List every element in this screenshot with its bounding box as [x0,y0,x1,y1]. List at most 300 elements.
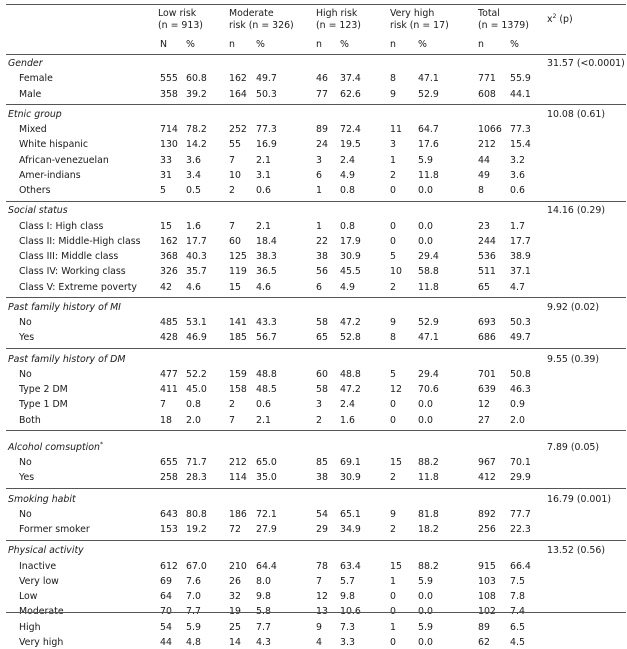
cell-value: 5 [160,185,166,196]
group-header: Total [478,8,500,19]
row-label: Type 1 DM [19,399,68,411]
cell-value: 7 [229,154,235,166]
cell-value: 17.7 [510,235,531,247]
row-label: Class III: Middle class [19,251,119,262]
group-n-header: (n = 913) [158,20,203,31]
cell-value: 10.6 [340,606,361,618]
cell-value: 15 [229,281,241,293]
section-divider [6,201,626,202]
cell-value: 77.3 [256,124,277,135]
cell-value: 3.1 [256,169,271,181]
section-divider [6,488,626,489]
cell-value: 5.9 [418,575,433,587]
section-divider [6,540,626,541]
cell-value: 52.2 [186,368,207,380]
cell-value: 428 [160,332,178,344]
cell-value: 5.9 [186,621,201,633]
cell-value: 77.7 [510,508,531,520]
cell-value: 4.6 [186,281,201,293]
row-label: Inactive [19,560,57,572]
row-label: White hispanic [19,139,89,151]
cell-value: 2.1 [256,414,271,426]
cell-value: 511 [478,266,496,278]
cell-value: 72.4 [340,124,361,135]
cell-value: 37.1 [510,266,531,278]
cell-value: 47.1 [418,332,439,344]
cell-value: 67.0 [186,560,207,572]
cell-value: 54 [160,621,172,633]
cell-value: 12 [390,384,402,395]
row-label: Both [19,414,41,426]
cell-value: 3.2 [510,154,525,166]
cell-value: 40.3 [186,251,207,262]
cell-value: 2 [229,185,235,196]
row-label: No [19,317,32,328]
cell-value: 0.0 [418,185,433,196]
cell-value: 3 [390,139,396,151]
cell-value: 35.0 [256,472,277,484]
cell-value: 54 [316,508,328,520]
sub-header: % [510,39,519,50]
cell-value: 7.6 [186,575,201,587]
cell-value: 37.4 [340,73,361,85]
cell-value: 17.7 [186,235,207,247]
cell-value: 77 [316,88,328,100]
cell-value: 58 [316,317,328,328]
cell-value: 48.5 [256,384,277,395]
cell-value: 29.4 [418,368,439,380]
cell-value: 212 [229,457,247,468]
cell-value: 80.8 [186,508,207,520]
sub-header: % [256,39,265,50]
cell-value: 17.6 [418,139,439,151]
cell-value: 52.8 [340,332,361,344]
cell-value: 23 [478,220,490,232]
sub-header: % [340,39,349,50]
cell-value: 0 [390,399,396,411]
cell-value: 19.2 [186,524,207,535]
cell-value: 4.8 [186,636,201,648]
cell-value: 3.4 [186,169,201,181]
row-label: Low [19,591,38,602]
cell-value: 3.6 [186,154,201,166]
cell-value: 69 [160,575,172,587]
cell-value: 2.4 [340,399,355,411]
cell-value: 7.8 [510,591,525,602]
cell-value: 70 [160,606,172,618]
cell-value: 7 [229,220,235,232]
cell-value: 1 [316,185,322,196]
cell-value: 34.9 [340,524,361,535]
cell-value: 52.9 [418,88,439,100]
row-label: Moderate [19,606,64,618]
cell-value: 2.1 [256,220,271,232]
cell-value: 368 [160,251,178,262]
cell-value: 15 [390,560,402,572]
cell-value: 477 [160,368,178,380]
cell-value: 44 [478,154,490,166]
cell-value: 411 [160,384,178,395]
cell-value: 4.7 [510,281,525,293]
cell-value: 2 [390,169,396,181]
cell-value: 6.5 [510,621,525,633]
cell-value: 9 [390,88,396,100]
cell-value: 27 [478,414,490,426]
cell-value: 55.9 [510,73,531,85]
cell-value: 0.0 [418,220,433,232]
cell-value: 252 [229,124,247,135]
chi-square-value: 13.52 (0.56) [547,545,606,557]
cell-value: 26 [229,575,241,587]
cell-value: 31 [160,169,172,181]
cell-value: 29 [316,524,328,535]
section-title: Past family history of MI [8,301,121,313]
cell-value: 45.5 [340,266,361,278]
cell-value: 22.3 [510,524,531,535]
row-label: Class II: Middle-High class [19,235,141,247]
cell-value: 130 [160,139,178,151]
cell-value: 114 [229,472,247,484]
group-n-header: (n = 123) [316,20,361,31]
group-header: High risk [316,8,358,19]
cell-value: 88.2 [418,457,439,468]
cell-value: 12 [478,399,490,411]
cell-value: 1 [390,621,396,633]
section-divider [6,104,626,105]
cell-value: 0.9 [510,399,525,411]
cell-value: 0.5 [186,185,201,196]
chi-square-value: 7.89 (0.05) [547,441,600,453]
cell-value: 60.8 [186,73,207,85]
cell-value: 0.0 [418,606,433,618]
cell-value: 65 [478,281,490,293]
cell-value: 0 [390,220,396,232]
row-label: Former smoker [19,524,90,535]
cell-value: 11.8 [418,281,439,293]
cell-value: 38.3 [256,251,277,262]
cell-value: 8 [390,332,396,344]
chi-square-value: 10.08 (0.61) [547,108,606,120]
cell-value: 0.0 [418,399,433,411]
cell-value: 0 [390,185,396,196]
cell-value: 7.5 [510,575,525,587]
cell-value: 892 [478,508,496,520]
cell-value: 47.1 [418,73,439,85]
section-divider [6,348,626,349]
cell-value: 7.0 [186,591,201,602]
cell-value: 3 [316,399,322,411]
cell-value: 78.2 [186,124,207,135]
cell-value: 29.9 [510,472,531,484]
section-title: Smoking habit [8,493,76,505]
cell-value: 47.2 [340,384,361,395]
cell-value: 0.8 [186,399,201,411]
cell-value: 56 [316,266,328,278]
sub-header: % [186,39,195,50]
cell-value: 65 [316,332,328,344]
cell-value: 66.4 [510,560,531,572]
row-label: High [19,621,41,633]
cell-value: 64.7 [418,124,439,135]
cell-value: 18 [160,414,172,426]
cell-value: 12 [316,591,328,602]
cell-value: 11.8 [418,472,439,484]
cell-value: 8 [478,185,484,196]
cell-value: 42 [160,281,172,293]
cell-value: 9 [390,317,396,328]
cell-value: 555 [160,73,178,85]
cell-value: 4.9 [340,169,355,181]
cell-value: 158 [229,384,247,395]
cell-value: 22 [316,235,328,247]
section-title: Gender [8,58,43,69]
sub-header: n [390,39,396,50]
cell-value: 49 [478,169,490,181]
cell-value: 72.1 [256,508,277,520]
cell-value: 8.0 [256,575,271,587]
cell-value: 46 [316,73,328,85]
cell-value: 915 [478,560,496,572]
cell-value: 967 [478,457,496,468]
cell-value: 10 [390,266,402,278]
cell-value: 153 [160,524,178,535]
cell-value: 4.9 [340,281,355,293]
cell-value: 1 [390,154,396,166]
cell-value: 0 [390,606,396,618]
cell-value: 1.6 [340,414,355,426]
section-title: Alcohol comsuption* [8,440,103,453]
cell-value: 485 [160,317,178,328]
cell-value: 70.1 [510,457,531,468]
cell-value: 69.1 [340,457,361,468]
cell-value: 536 [478,251,496,262]
row-label: Class IV: Working class [19,266,126,278]
cell-value: 65.0 [256,457,277,468]
cell-value: 44 [160,636,172,648]
cell-value: 49.7 [256,73,277,85]
cell-value: 50.3 [510,317,531,328]
cell-value: 771 [478,73,496,85]
cell-value: 3.3 [340,636,355,648]
cell-value: 13 [316,606,328,618]
cell-value: 714 [160,124,178,135]
cell-value: 612 [160,560,178,572]
cell-value: 3.6 [510,169,525,181]
section-title: Past family history of DM [8,353,126,365]
row-label: Very low [19,575,59,587]
cell-value: 6 [316,169,322,181]
chi-square-value: 16.79 (0.001) [547,493,611,505]
cell-value: 103 [478,575,496,587]
cell-value: 7 [316,575,322,587]
section-divider [6,430,626,431]
cell-value: 1 [390,575,396,587]
cell-value: 18.2 [418,524,439,535]
cell-value: 50.3 [256,88,277,100]
row-label: African-venezuelan [19,154,109,166]
cell-value: 1.7 [510,220,525,232]
cell-value: 7 [229,414,235,426]
cell-value: 0 [390,414,396,426]
cell-value: 3 [316,154,322,166]
cell-value: 62 [478,636,490,648]
cell-value: 52.9 [418,317,439,328]
cell-value: 8 [390,73,396,85]
cell-value: 48.8 [340,368,361,380]
cell-value: 9 [316,621,322,633]
cell-value: 45.0 [186,384,207,395]
cell-value: 6 [316,281,322,293]
cell-value: 2.4 [340,154,355,166]
row-label: Female [19,73,53,85]
row-label: Amer-indians [19,169,81,181]
cell-value: 2 [390,524,396,535]
cell-value: 49.7 [510,332,531,344]
cell-value: 7.7 [186,606,201,618]
cell-value: 212 [478,139,496,151]
cell-value: 4 [316,636,322,648]
cell-value: 58 [316,384,328,395]
cell-value: 686 [478,332,496,344]
cell-value: 9.8 [256,591,271,602]
cell-value: 0.6 [510,185,525,196]
cell-value: 24 [316,139,328,151]
cell-value: 2 [229,399,235,411]
sub-header: n [478,39,484,50]
cell-value: 7.3 [340,621,355,633]
cell-value: 162 [229,73,247,85]
cell-value: 29.4 [418,251,439,262]
cell-value: 19.5 [340,139,361,151]
cell-value: 58.8 [418,266,439,278]
cell-value: 77.3 [510,124,531,135]
sub-header: n [316,39,322,50]
cell-value: 5 [390,368,396,380]
cell-value: 0 [390,636,396,648]
sub-header: % [418,39,427,50]
cell-value: 159 [229,368,247,380]
bottom-rule [6,612,626,613]
cell-value: 63.4 [340,560,361,572]
row-label: No [19,368,32,380]
cell-value: 0.6 [256,399,271,411]
cell-value: 35.7 [186,266,207,278]
cell-value: 53.1 [186,317,207,328]
cell-value: 0 [390,591,396,602]
cell-value: 33 [160,154,172,166]
cell-value: 78 [316,560,328,572]
cell-value: 64 [160,591,172,602]
cell-value: 2 [390,281,396,293]
section-divider [6,297,626,298]
cell-value: 258 [160,472,178,484]
chi-square-value: 31.57 (<0.0001) [547,58,625,69]
cell-value: 162 [160,235,178,247]
cell-value: 17.9 [340,235,361,247]
cell-value: 5.7 [340,575,355,587]
cell-value: 7.7 [256,621,271,633]
group-n-header: (n = 1379) [478,20,529,31]
cell-value: 30.9 [340,472,361,484]
cell-value: 7 [160,399,166,411]
cell-value: 412 [478,472,496,484]
cell-value: 14 [229,636,241,648]
cell-value: 64.4 [256,560,277,572]
cell-value: 141 [229,317,247,328]
cell-value: 108 [478,591,496,602]
cell-value: 0.0 [418,591,433,602]
cell-value: 0.8 [340,185,355,196]
row-label: Yes [19,472,35,484]
cell-value: 81.8 [418,508,439,520]
group-header: Low risk [158,8,197,19]
row-label: Class I: High class [19,220,104,232]
row-label: No [19,508,32,520]
cell-value: 70.6 [418,384,439,395]
section-title: Physical activity [8,545,84,557]
cell-value: 2.0 [186,414,201,426]
cell-value: 7.4 [510,606,525,618]
cell-value: 2 [316,414,322,426]
sub-header: n [229,39,235,50]
cell-value: 55 [229,139,241,151]
cell-value: 15.4 [510,139,531,151]
cell-value: 14.2 [186,139,207,151]
cell-value: 65.1 [340,508,361,520]
cell-value: 185 [229,332,247,344]
section-title: Etnic group [8,108,62,120]
cell-value: 608 [478,88,496,100]
cell-value: 164 [229,88,247,100]
cell-value: 1 [316,220,322,232]
cell-value: 15 [390,457,402,468]
cell-value: 4.3 [256,636,271,648]
cell-value: 693 [478,317,496,328]
header-rule [6,54,626,55]
cell-value: 102 [478,606,496,618]
cell-value: 256 [478,524,496,535]
cell-value: 4.5 [510,636,525,648]
group-header: Very high [390,8,435,19]
cell-value: 643 [160,508,178,520]
row-label: Male [19,88,42,100]
cell-value: 119 [229,266,247,278]
cell-value: 326 [160,266,178,278]
cell-value: 48.8 [256,368,277,380]
cell-value: 186 [229,508,247,520]
row-label: Mixed [19,124,47,135]
cell-value: 5.9 [418,621,433,633]
cell-value: 50.8 [510,368,531,380]
cell-value: 2.1 [256,154,271,166]
cell-value: 639 [478,384,496,395]
cell-value: 10 [229,169,241,181]
row-label: Type 2 DM [19,384,68,395]
cell-value: 46.3 [510,384,531,395]
cell-value: 0.6 [256,185,271,196]
chi-square-value: 9.55 (0.39) [547,353,600,365]
cell-value: 210 [229,560,247,572]
cell-value: 36.5 [256,266,277,278]
cell-value: 2.0 [510,414,525,426]
group-header: Moderate [229,8,274,19]
cell-value: 11 [390,124,402,135]
cell-value: 2 [390,472,396,484]
row-label: Class V: Extreme poverty [19,281,137,293]
cell-value: 38 [316,251,328,262]
sub-header: N [160,39,168,50]
cell-value: 0.8 [340,220,355,232]
